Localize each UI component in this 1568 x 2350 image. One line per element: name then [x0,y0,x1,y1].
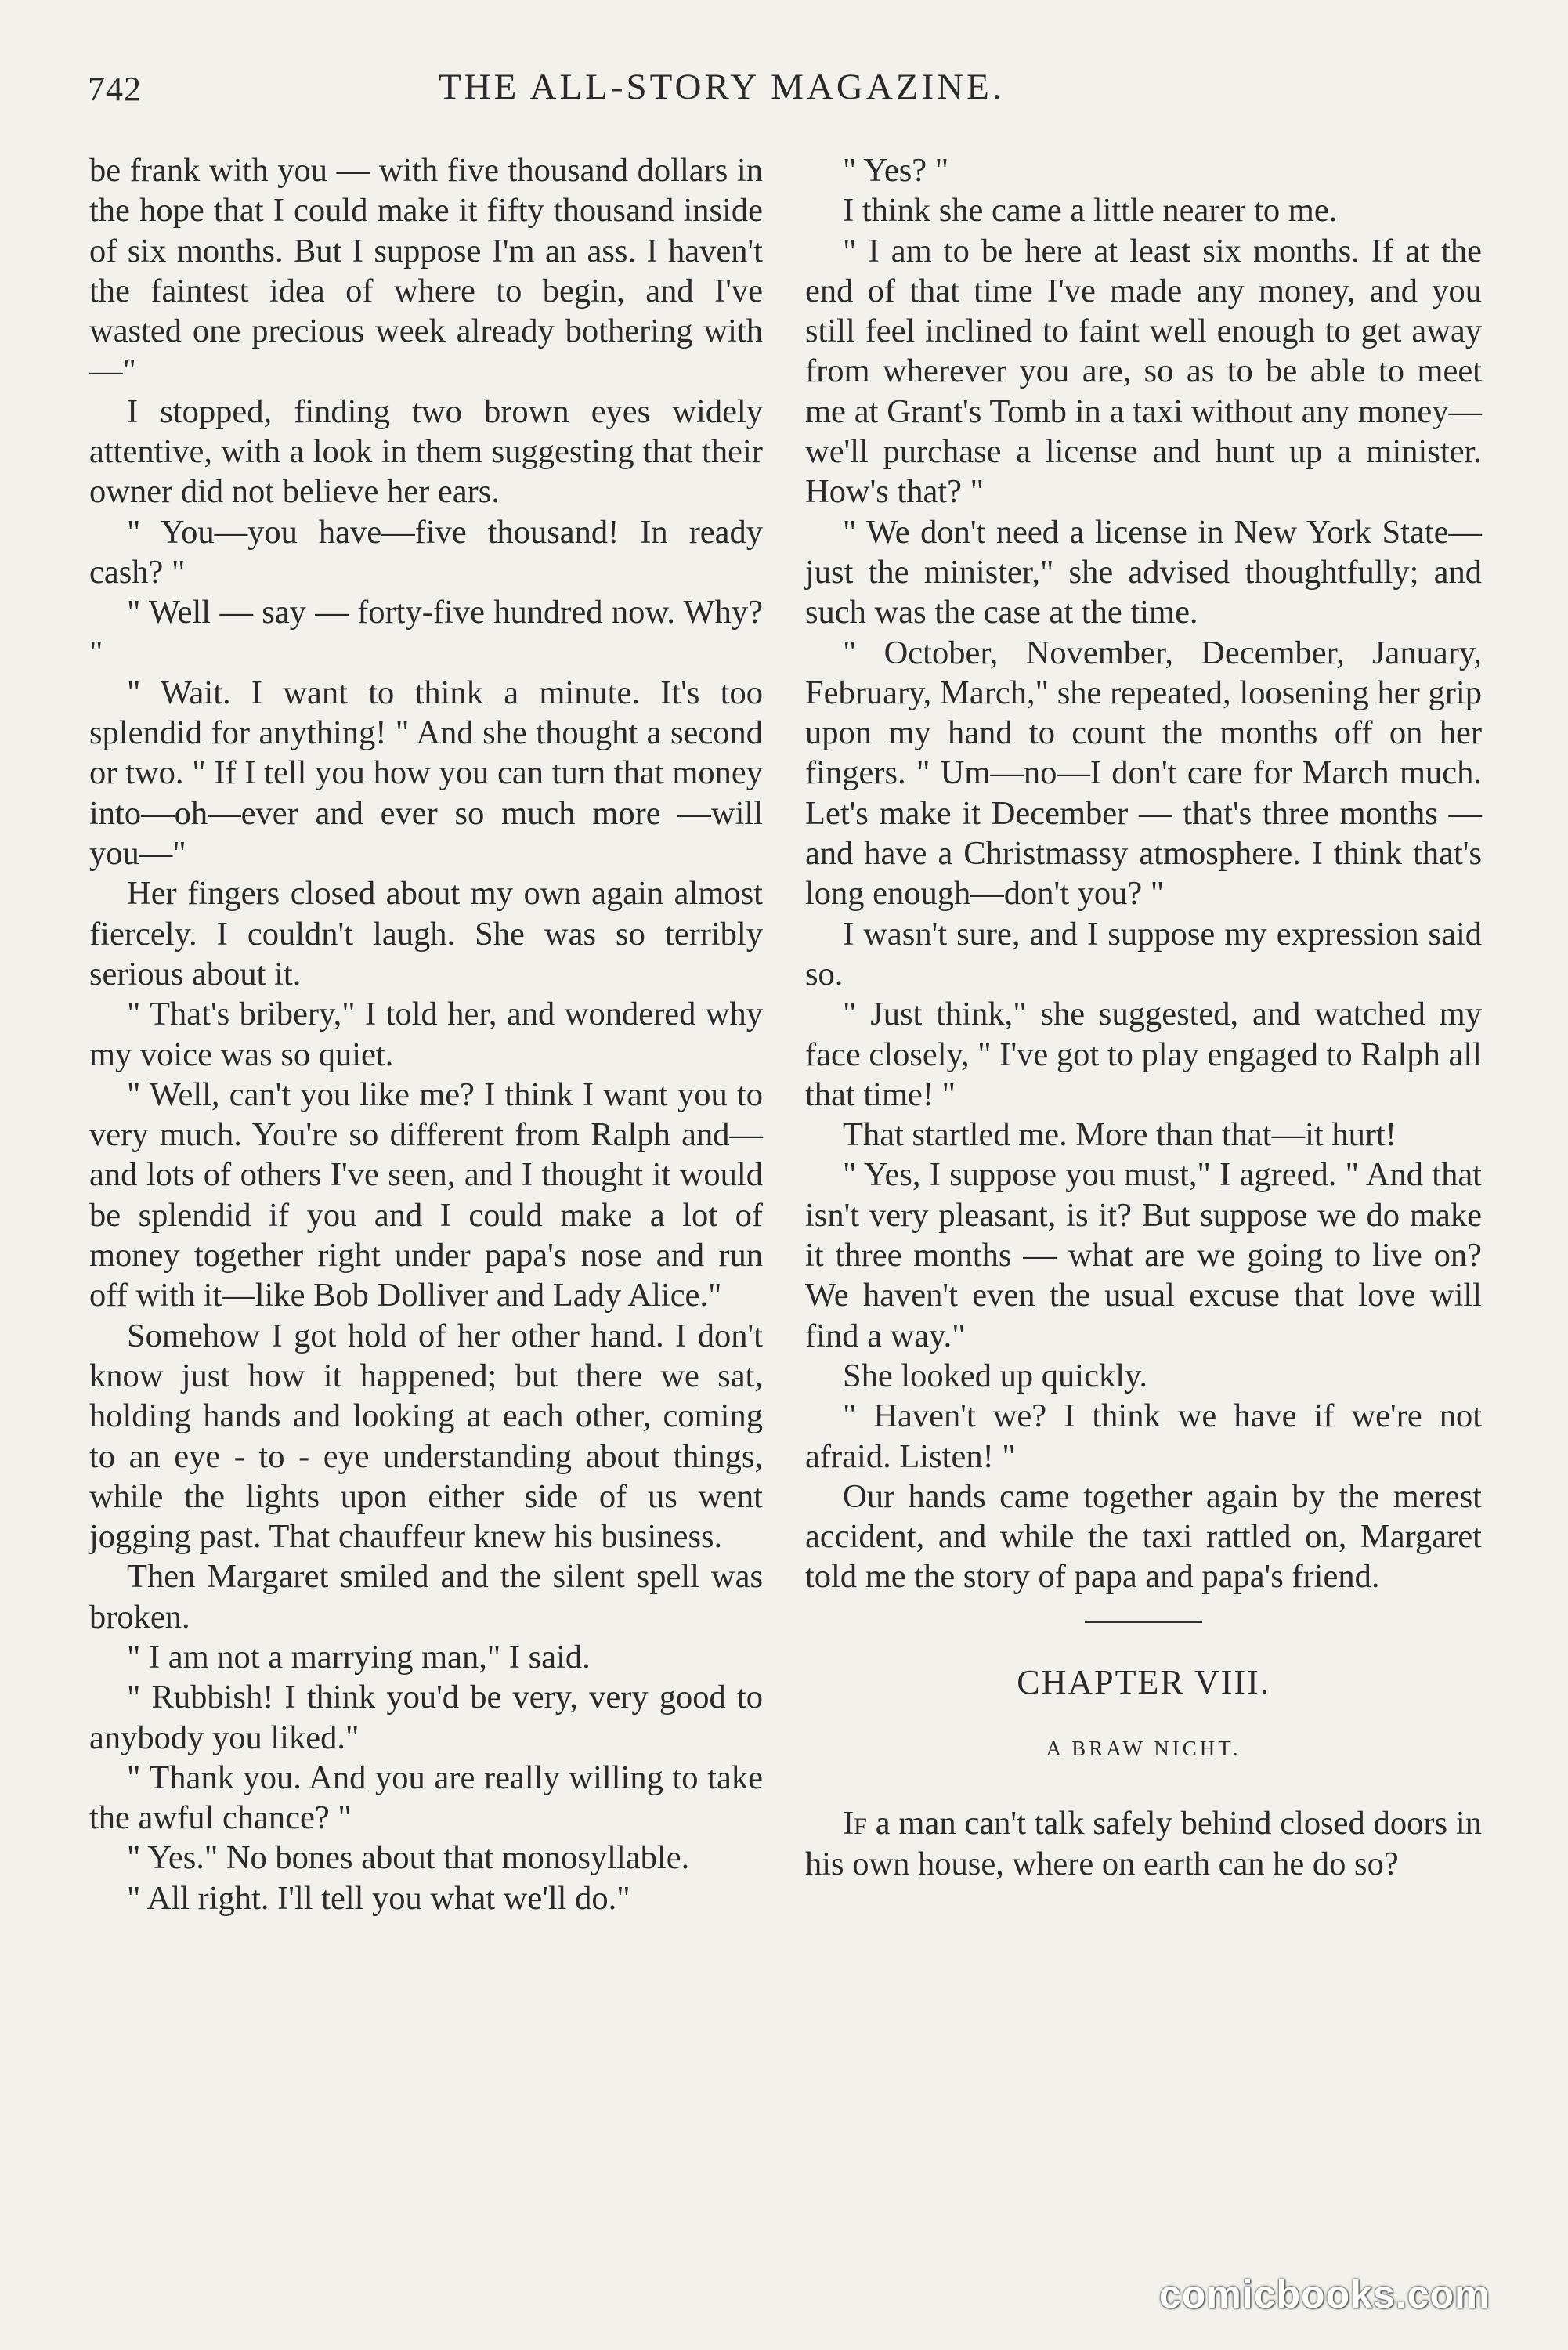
watermark-logo: comicbooks.com [1159,2272,1490,2316]
paragraph: I think she came a little nearer to me. [843,192,1338,230]
paragraph: " Well, can't you like me? I think I want you to very much. You're so different from Ralph and—and lots of others I've seen, and I thought it would be splendid if you and I could make a lot of money together right under papa's nose and run off with it—like Bob Dolliver and Lady Alice." [89,1076,763,1314]
paragraph: be frank with you — with five thousand dollars in the hope that I could make it fifty thousand inside of six months. But I suppose I'm an ass. I haven't the faintest idea of where to begin, and I've wasted one precious week already bothering with—" [89,152,763,390]
opening-word: If [843,1805,867,1842]
paragraph: " Rubbish! I think you'd be very, very good to anybody you liked." [89,1679,763,1756]
paragraph: Then Margaret smiled and the silent spell was broken. [89,1558,763,1636]
left-column [89,150,763,1918]
paragraph: " Wait. I want to think a minute. It's too splendid for anything! " And she thought a second or two. " If I tell you how you can turn that money into—oh—ever and ever so much more —will you—" [89,674,763,873]
paragraph: I wasn't sure, and I suppose my expression said so. [805,915,1482,992]
chapter-opening-paragraph [805,1803,1482,1884]
paragraph: " I am not a marrying man," I said. [127,1638,591,1676]
paragraph: " October, November, December, January, February, March," she repeated, loosening her grip upon my hand to count the months off on her fingers. " Um—no—I don't care for March much. Let's make it December — that's three months — and have a Christmassy atmosphere. I think that's long enough—don't you? " [805,634,1482,913]
paragraph: " Yes, I suppose you must," I agreed. " And that isn't very pleasant, is it? But suppose we do make it three months — what are we going to live on? We haven't even the usual excuse that love will find a way." [805,1156,1482,1354]
paragraph: " That's bribery," I told her, and wondered why my voice was so quiet. [89,996,763,1073]
paragraph: That startled me. More than that—it hurt! [843,1116,1396,1154]
paragraph: " I am to be here at least six months. If at the end of that time I've made any money, and you still feel inclined to faint well enough to get away from wherever you are, so as to be able to meet me at Grant's Tomb in a taxi without any money—we'll purchase a license and hunt up a minister. How's that? " [805,232,1482,511]
running-head: THE ALL-STORY MAGAZINE. [439,67,1005,107]
right-column [805,150,1482,1884]
paragraph: " Haven't we? I think we have if we're not afraid. Listen! " [805,1397,1482,1475]
paragraph: I stopped, finding two brown eyes widely attentive, with a look in them suggesting that their owner did not believe her ears. [89,392,763,511]
paragraph: " All right. I'll tell you what we'll do." [127,1879,630,1917]
chapter-heading: CHAPTER VIII. [1017,1662,1270,1701]
paragraph: " Yes? " [843,152,949,189]
paragraph: Her fingers closed about my own again almost fiercely. I couldn't laugh. She was so terribly serious about it. [89,875,763,992]
paragraph: " Thank you. And you are really willing to take the awful chance? " [89,1759,763,1837]
paragraph: " Well — say — forty-five hundred now. Why? " [89,594,763,671]
paragraph: " Yes." No bones about that monosyllable. [127,1839,690,1877]
paragraph: She looked up quickly. [843,1357,1148,1394]
paragraph: " Just think," she suggested, and watched my face closely, " I've got to play engaged to Ralph all that time! " [805,996,1482,1113]
page-number: 742 [88,70,142,108]
paragraph: " We don't need a license in New York State—just the minister," she advised thoughtfully; and such was the case at the time. [805,513,1482,631]
paragraph: " You—you have—five thousand! In ready cash? " [89,513,763,591]
paragraph: Our hands came together again by the merest accident, and while the taxi rattled on, Margaret told me the story of papa and papa's friend. [805,1477,1482,1596]
opening-text: a man can't talk safely behind closed doors in his own house, where on earth can he do so? [805,1805,1482,1882]
paragraph: Somehow I got hold of her other hand. I don't know just how it happened; but there we sat, holding hands and looking at each other, coming to an eye - to - eye understanding about things, while the lights upon either side of us went jogging past. That chauffeur knew his business. [89,1317,763,1556]
chapter-subtitle: A BRAW NICHT. [1046,1736,1241,1760]
section-divider [1085,1621,1202,1623]
